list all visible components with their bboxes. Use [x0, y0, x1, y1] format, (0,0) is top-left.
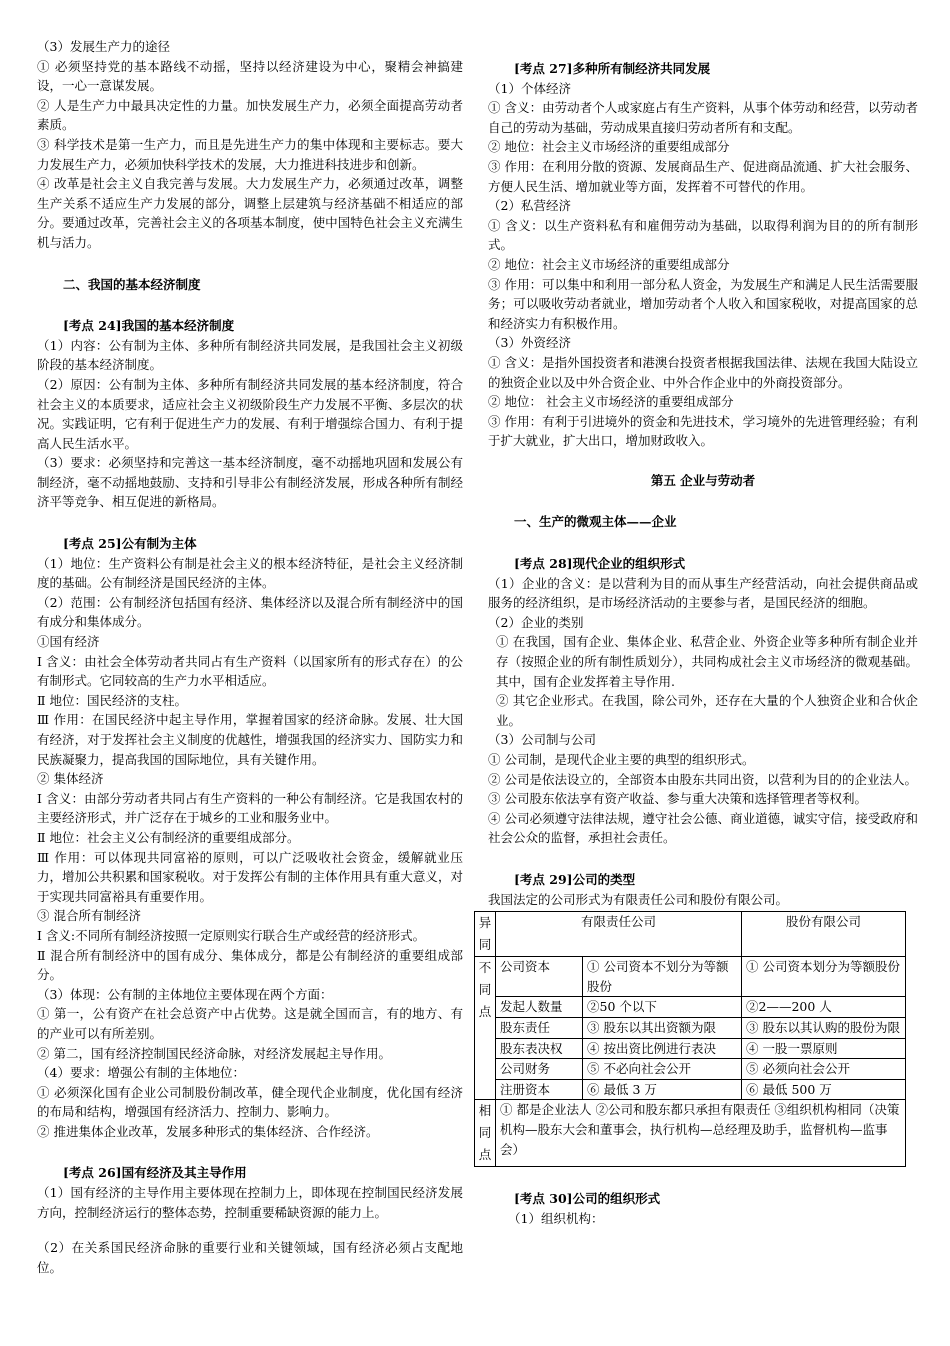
paragraph: ① 公司制，是现代企业主要的典型的组织形式。 — [488, 752, 755, 767]
table-cell: 注册资本 — [496, 1079, 583, 1100]
table-cell: ②50 个以下 — [583, 997, 742, 1018]
paragraph: ① 含义：是指外国投资者和港澳台投资者根据我国法律、法规在我国大陆设立的独资企业以及中外合资企业、中外合作企业中的外商投资部分。 — [488, 354, 918, 390]
exam-point-heading: [考点 26]国有经济及其主导作用 — [63, 1165, 247, 1181]
section-heading: 一、生产的微观主体——企业 — [514, 514, 677, 530]
paragraph: Ⅱ 地位：国民经济的支柱。 — [37, 692, 187, 708]
table-row — [475, 1017, 906, 1038]
paragraph: （3）体现：公有制的主体地位主要体现在两个方面： — [37, 986, 333, 1002]
table-cell: 公司资本 — [496, 957, 583, 997]
paragraph: （1）个体经济 — [488, 80, 571, 96]
table-row — [475, 957, 906, 997]
table-header-cell: 有限责任公司 — [496, 912, 742, 957]
paragraph: ③ 混合所有制经济 — [37, 908, 141, 924]
table-cell: ⑥ 最低 500 万 — [742, 1079, 906, 1100]
exam-point-heading: [考点 24]我国的基本经济制度 — [63, 318, 235, 334]
table-cell: ⑥ 最低 3 万 — [583, 1079, 742, 1100]
exam-point-heading: [考点 27]多种所有制经济共同发展 — [514, 61, 711, 76]
table-cell: 发起人数量 — [496, 997, 583, 1018]
paragraph: ② 地位： 社会主义市场经济的重要组成部分 — [488, 394, 734, 410]
table-cell: ③ 股东以其出资额为限 — [583, 1017, 742, 1038]
paragraph: （2）私营经济 — [488, 198, 571, 214]
paragraph: ① 必须坚持党的基本路线不动摇，坚持以经济建设为中心，聚精会神搞建设，一心一意谋发展。 — [37, 58, 463, 94]
paragraph: ② 人是生产力中最具决定性的力量。加快发展生产力，必须全面提高劳动者素质。 — [37, 97, 463, 133]
paragraph: ③ 作用：可以集中和利用一部分私人资金，为发展生产和满足人民生活需要服务；可以吸收劳动者就业，增加劳动者个人收入和国家税收，对提高国家的总和经济实力有积极作用。 — [488, 276, 918, 331]
table-cell: 股东责任 — [496, 1017, 583, 1038]
paragraph: ① 含义：由劳动者个人或家庭占有生产资料，从事个体劳动和经营，以劳动者自己的劳动为基础，劳动成果直接归劳动者所有和支配。 — [488, 100, 918, 135]
paragraph: （3）外资经济 — [488, 335, 571, 351]
paragraph: ② 地位：社会主义市场经济的重要组成部分 — [488, 139, 730, 155]
table-cell: ① 公司资本不划分为等额股份 — [583, 957, 742, 997]
paragraph: （2）企业的类别 — [488, 614, 584, 630]
table-cell: ④ 按出资比例进行表决 — [583, 1038, 742, 1059]
table-row — [475, 1059, 906, 1080]
table-header-label: 异同 — [475, 912, 496, 957]
paragraph: ③ 科学技术是第一生产力，而且是先进生产力的集中体现和主要标志。要大力发展生产力，必须加快科学技术的发展，大力推进科技进步和创新。 — [37, 136, 463, 172]
paragraph: （2）范围：公有制经济包括国有经济、集体经济以及混合所有制经济中的国有成分和集体成分。 — [37, 594, 463, 630]
paragraph: ② 集体经济 — [37, 771, 104, 787]
paragraph: （3）公司制与公司 — [488, 732, 596, 748]
paragraph: ①国有经济 — [37, 634, 100, 650]
table-row — [475, 997, 906, 1018]
paragraph: ④ 改革是社会主义自我完善与发展。大力发展生产力，必须通过改革，调整生产关系不适应生产力发展的部分，调整上层建筑与经济基础不相适应的部分。要通过改革，完善社会主义的各项基本制度，使中国特色社会主义充满生机与活力。 — [37, 176, 463, 250]
paragraph: ② 公司是依法设立的，全部资本由股东共同出资，以营利为目的的企业法人。 — [488, 771, 917, 787]
paragraph: （2）在关系国民经济命脉的重要行业和关键领域，国有经济必须占支配地位。 — [37, 1240, 463, 1275]
paragraph: （1）地位：生产资料公有制是社会主义的根本经济特征，是社会主义经济制度的基础。公有制经济是国民经济的主体。 — [37, 555, 463, 591]
paragraph: Ⅲ 作用：可以体现共同富裕的原则，可以广泛吸收社会资金，缓解就业压力，增加公共积累和国家税收。对于发挥公有制的主体作用具有重大意义，对于实现共同富裕具有重要作用。 — [37, 849, 463, 904]
table-row — [475, 1079, 906, 1100]
paragraph: ② 推进集体企业改革，发展多种形式的集体经济、合作经济。 — [37, 1123, 379, 1139]
exam-point-heading: [考点 25]公有制为主体 — [63, 536, 197, 552]
table-cell: ③ 股东以其认购的股份为限 — [742, 1017, 906, 1038]
table-row — [475, 1100, 906, 1167]
paragraph: ① 含义：以生产资料私有和雇佣劳动为基础，以取得利润为目的的所有制形式。 — [488, 217, 918, 253]
table-row — [475, 1038, 906, 1059]
paragraph: ① 必须深化国有企业公司制股份制改革，健全现代企业制度，优化国有经济的布局和结构，增强国有经济活力、控制力、影响力。 — [37, 1084, 463, 1120]
paragraph: ① 第一，公有资产在社会总资产中占优势。这是就全国而言，有的地方、有的产业可以有所差别。 — [37, 1006, 463, 1041]
paragraph: （3）发展生产力的途径 — [37, 39, 170, 54]
paragraph: ③ 公司股东依法享有资产收益、参与重大决策和选择管理者等权利。 — [488, 791, 867, 807]
paragraph: ③ 作用：在利用分散的资源、发展商品生产、促进商品流通、扩大社会服务、方便人民生活、增加就业等方面，发挥着不可替代的作用。 — [488, 158, 918, 194]
paragraph: （1）组织机构： — [508, 1210, 604, 1226]
exam-point-heading: [考点 29]公司的类型 — [514, 871, 636, 887]
table-cell: 股东表决权 — [496, 1038, 583, 1059]
right-column — [478, 37, 918, 1229]
paragraph: （4）要求：增强公有制的主体地位： — [37, 1065, 245, 1081]
paragraph: ② 其它企业形式。在我国，除公司外，还存在大量的个人独资企业和合伙企业。 — [496, 693, 918, 728]
exam-point-heading: [考点 30]公司的组织形式 — [514, 1191, 661, 1207]
table-header-row — [475, 912, 906, 957]
paragraph: Ⅰ 含义：由部分劳动者共同占有生产资料的一种公有制经济。它是我国农村的主要经济形式，并广泛存在于城乡的工业和服务业中。 — [37, 790, 463, 826]
table-cell: ②2——200 人 — [742, 997, 906, 1018]
paragraph: ③ 作用：有利于引进境外的资金和先进技术，学习境外的先进管理经验；有利于扩大就业，扩大出口，增加财政收入。 — [488, 413, 918, 449]
table-group-label: 不同点 — [475, 957, 496, 1100]
paragraph: ④ 公司必须遵守法律法规，遵守社会公德、商业道德，诚实守信，接受政府和社会公众的监督，承担社会责任。 — [488, 810, 918, 846]
table-cell: ① 都是企业法人 ②公司和股东都只承担有限责任 ③组织机构相同（决策机构—股东大会和董事会，执行机构—总经理及助手，监督机构—监事会） — [496, 1100, 906, 1167]
paragraph: （1）企业的含义：是以营利为目的而从事生产经营活动，向社会提供商品或服务的经济组织，是市场经济活动的主要参与者，是国民经济的细胞。 — [488, 575, 918, 611]
paragraph: （1）内容：公有制为主体、多种所有制经济共同发展，是我国社会主义初级阶段的基本经济制度。 — [37, 337, 463, 373]
paragraph: Ⅲ 作用：在国民经济中起主导作用，掌握着国家的经济命脉。发展、壮大国有经济，对于发挥社会主义制度的优越性，增强我国的经济实力、国防实力和民族凝聚力，提高我国的国际地位，具有关键作用。 — [37, 712, 463, 767]
paragraph: Ⅰ 含义：由社会全体劳动者共同占有生产资料（以国家所有的形式存在）的公有制形式。它同较高的生产力水平相适应。 — [37, 653, 463, 689]
table-cell: ① 公司资本划分为等额股份 — [742, 957, 906, 997]
table-group-label: 相同点 — [475, 1100, 496, 1167]
paragraph: 我国法定的公司形式为有限责任公司和股份有限公司。 — [488, 891, 789, 907]
left-column — [37, 37, 463, 1277]
paragraph: Ⅰ 含义:不同所有制经济按照一定原则实行联合生产或经营的经济形式。 — [37, 927, 426, 943]
paragraph: （2）原因：公有制为主体、多种所有制经济共同发展的基本经济制度，符合社会主义的本质要求，适应社会主义初级阶段生产力发展不平衡、多层次的状况。实践证明，它有利于促进生产力的发展、有利于增强综合国力、有利于提高人民生活水平。 — [37, 376, 463, 451]
company-type-comparison-table — [474, 911, 906, 1167]
section-heading: 二、我国的基本经济制度 — [63, 276, 201, 292]
table-cell: ⑤ 不必向社会公开 — [583, 1059, 742, 1080]
paragraph: ① 在我国，国有企业、集体企业、私营企业、外资企业等多种所有制企业并存（按照企业的所有制性质划分），共同构成社会主义市场经济的微观基础。其中，国有企业发挥着主导作用. — [496, 634, 918, 689]
paragraph: （3）要求：必须坚持和完善这一基本经济制度，毫不动摇地巩固和发展公有制经济，毫不动摇地鼓励、支持和引导非公有制经济发展，形成各种所有制经济平等竞争、相互促进的新格局。 — [37, 455, 463, 510]
chapter-heading: 第五 企业与劳动者 — [650, 472, 756, 488]
paragraph: Ⅱ 混合所有制经济中的国有成分、集体成分，都是公有制经济的重要组成部分。 — [37, 947, 463, 983]
exam-point-heading: [考点 28]现代企业的组织形式 — [514, 556, 686, 572]
table-cell: ④ 一股一票原则 — [742, 1038, 906, 1059]
table-cell: ⑤ 必须向社会公开 — [742, 1059, 906, 1080]
table-cell: 公司财务 — [496, 1059, 583, 1080]
table-header-cell: 股份有限公司 — [742, 912, 906, 957]
paragraph: ② 第二，国有经济控制国民经济命脉，对经济发展起主导作用。 — [37, 1045, 391, 1061]
paragraph: Ⅱ 地位：社会主义公有制经济的重要组成部分。 — [37, 829, 300, 845]
paragraph: ② 地位：社会主义市场经济的重要组成部分 — [488, 256, 730, 272]
paragraph: （1）国有经济的主导作用主要体现在控制力上，即体现在控制国民经济发展方向，控制经济运行的整体态势，控制重要稀缺资源的能力上。 — [37, 1185, 463, 1220]
